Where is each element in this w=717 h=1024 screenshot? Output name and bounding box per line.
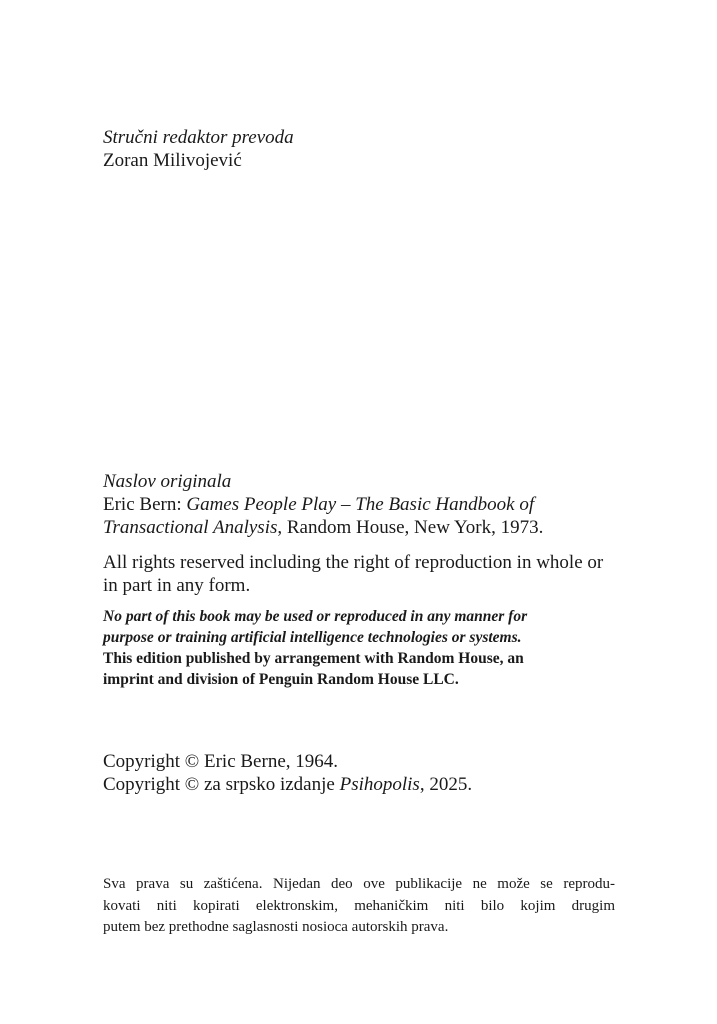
original-author: Eric Bern:	[103, 494, 187, 515]
original-publisher: , Random House, New York, 1973.	[277, 517, 544, 538]
original-label: Naslov originala	[103, 471, 232, 492]
footer-line-2: kovati niti kopirati elektronskim, mehaničkim niti bilo kojim drugim	[103, 897, 615, 914]
footer-rights-notice	[103, 874, 615, 939]
copyright-notice	[103, 750, 623, 796]
footer-line-1: Sva prava su zaštićena. Nijedan deo ove publikacije ne može se reprodu-	[103, 876, 615, 892]
ai-restriction-line-2: purpose or training artificial intelligence technologies or systems.	[103, 629, 522, 646]
rights-statement	[103, 551, 623, 597]
rights-line-2: in part in any form.	[103, 575, 251, 596]
edition-line-2: imprint and division of Penguin Random House LLC.	[103, 671, 459, 688]
editor-name: Zoran Milivojević	[103, 150, 242, 171]
restriction-statement	[103, 606, 623, 690]
copyright-publisher: Psihopolis	[339, 774, 420, 795]
original-title-part-1: Games People Play – The Basic Handbook of	[186, 494, 535, 515]
original-title-credit	[103, 470, 623, 539]
original-title-part-2: Transactional Analysis	[103, 517, 278, 538]
ai-restriction-line-1: No part of this book may be used or reproduced in any manner for	[103, 608, 528, 625]
editor-label: Stručni redaktor prevoda	[103, 127, 294, 148]
original-title-line-2	[103, 516, 623, 539]
editor-credit	[103, 126, 623, 172]
copyright-year: , 2025.	[419, 774, 473, 795]
copyright-serbian-prefix: Copyright © za srpsko izdanje	[103, 774, 340, 795]
rights-line-1: All rights reserved including the right of reproduction in whole or	[103, 552, 604, 573]
original-title-line-1	[103, 493, 623, 516]
footer-line-3: putem bez prethodne saglasnosti nosioca autorskih prava.	[103, 919, 449, 935]
edition-line-1: This edition published by arrangement with Random House, an	[103, 650, 524, 667]
copyright-line-1: Copyright © Eric Berne, 1964.	[103, 751, 339, 772]
copyright-line-2	[103, 773, 623, 796]
